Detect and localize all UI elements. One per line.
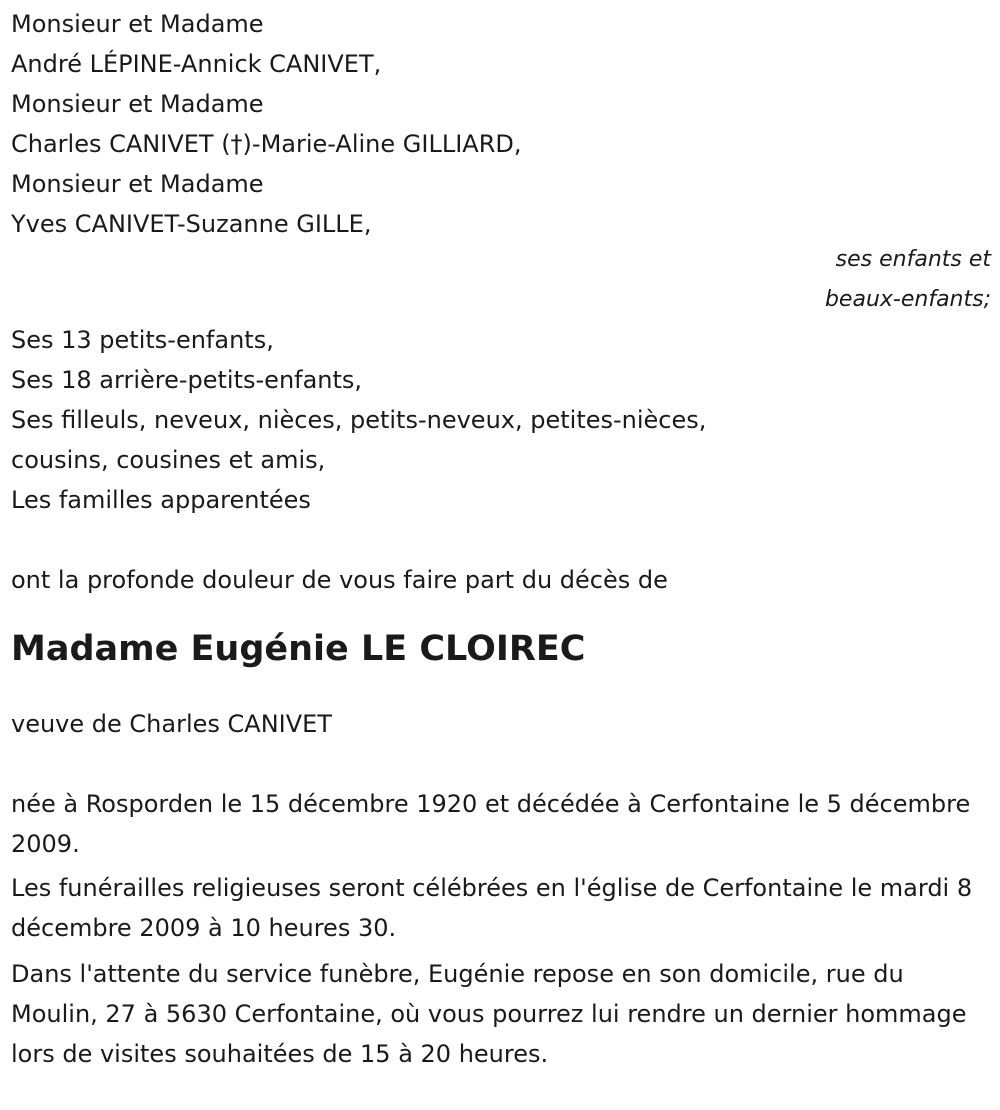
announcer-line: Monsieur et Madame bbox=[11, 90, 264, 118]
announcer-line: Monsieur et Madame bbox=[11, 170, 264, 198]
family-line: Ses 13 petits-enfants, bbox=[11, 326, 274, 354]
family-block bbox=[11, 320, 991, 520]
relation-block bbox=[11, 240, 991, 320]
announcer-line: André LÉPINE-Annick CANIVET, bbox=[11, 50, 382, 78]
obituary-notice bbox=[11, 4, 991, 1080]
family-line: Les familles apparentées bbox=[11, 486, 311, 514]
visitation-paragraph: Dans l'attente du service funèbre, Eugénie repose en son domicile, rue du Moulin, 27 à 5630 Cerfontaine, où vous pourrez lui rendre un dernier hommage lors de visites souhaitées de 15 à 20 heures. bbox=[11, 960, 967, 1068]
announcer-line: Monsieur et Madame bbox=[11, 10, 264, 38]
announcer-line: Yves CANIVET-Suzanne GILLE, bbox=[11, 210, 372, 238]
spacer bbox=[11, 520, 991, 560]
relation-line-2: beaux-enfants; bbox=[824, 287, 991, 312]
deceased-name: Madame Eugénie LE CLOIREC bbox=[11, 629, 586, 669]
widow-of-text: veuve de Charles CANIVET bbox=[11, 710, 332, 738]
funeral-paragraph: Les funérailles religieuses seront célébrées en l'église de Cerfontaine le mardi 8 décembre 2009 à 10 heures 30. bbox=[11, 874, 973, 942]
announcers-block bbox=[11, 4, 991, 244]
birth-death-paragraph: née à Rosporden le 15 décembre 1920 et décédée à Cerfontaine le 5 décembre 2009. bbox=[11, 790, 971, 858]
family-line: cousins, cousines et amis, bbox=[11, 446, 326, 474]
relation-line-1: ses enfants et bbox=[835, 247, 991, 272]
announcement-text: ont la profonde douleur de vous faire part du décès de bbox=[11, 566, 668, 594]
family-line: Ses 18 arrière-petits-enfants, bbox=[11, 366, 363, 394]
announcer-line: Charles CANIVET (†)-Marie-Aline GILLIARD, bbox=[11, 130, 522, 158]
family-line: Ses filleuls, neveux, nièces, petits-neveux, petites-nièces, bbox=[11, 406, 707, 434]
